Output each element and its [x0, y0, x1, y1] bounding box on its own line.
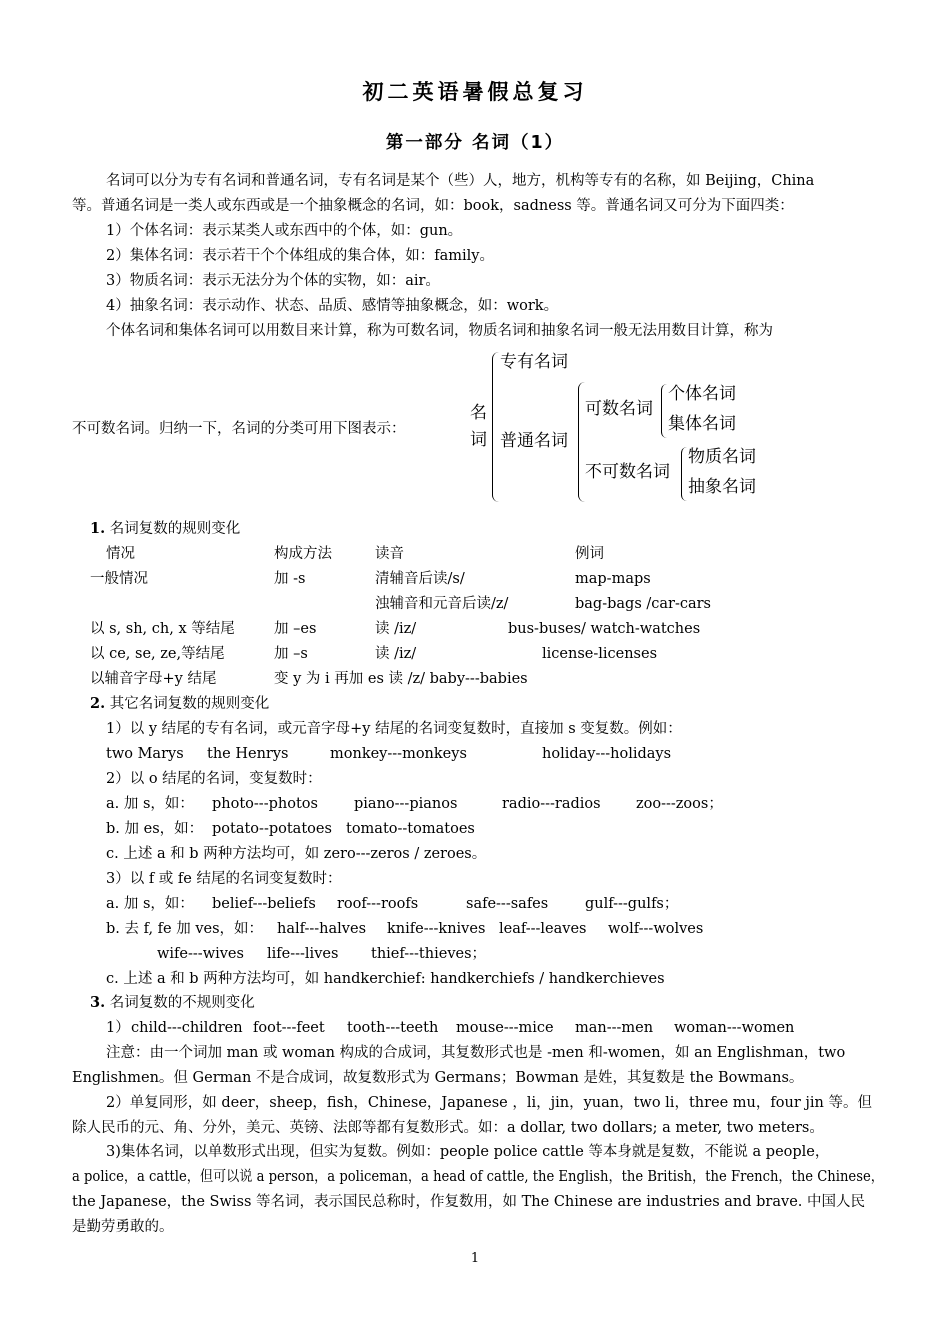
tree-node-abstract: 抽象名词 [688, 477, 756, 497]
tree-node-common: 普通名词 [500, 431, 568, 451]
table-cell: 变 y 为 i 再加 es 读 /z/ baby---babies [274, 671, 528, 687]
example-word: half---halves [277, 921, 367, 937]
example-word: two Marys [106, 746, 184, 762]
section-heading-text: 名词复数的不规则变化 [109, 995, 255, 1011]
example-word: roof---roofs [337, 896, 419, 912]
example-word: the Henrys [207, 746, 289, 762]
table-cell: 浊辅音和元音后读/z/ [375, 596, 509, 612]
tree-node-material: 物质名词 [688, 447, 756, 467]
example-word: gulf---gulfs； [585, 896, 679, 912]
tree-node-individual: 个体名词 [668, 384, 736, 404]
table-header: 情况 [106, 546, 135, 562]
section-number: 1. [90, 520, 106, 537]
example-word: knife---knives [387, 921, 486, 937]
rule-line: 2）以 o 结尾的名词，变复数时： [106, 771, 322, 787]
example-word: foot---feet [253, 1020, 325, 1036]
rule-line: 2）单复同形，如 deer，sheep，fish，Chinese，Japanese ，li，jin，yuan，two li，three mu，four jin 等。但 [106, 1095, 872, 1111]
table-cell: 加 –s [274, 646, 308, 662]
tree-node-countable: 可数名词 [585, 399, 653, 419]
rule-label: b. 去 f, fe 加 ves，如： [106, 921, 264, 937]
example-word: man---men [575, 1020, 654, 1036]
example-word: mouse---mice [456, 1020, 554, 1036]
rule-line: the Japanese，the Swiss 等名词，表示国民总称时，作复数用，如 The Chinese are industries and brave. 中国人民 [72, 1194, 865, 1210]
table-header: 例词 [575, 546, 604, 562]
section-heading [90, 695, 269, 713]
rule-line: 3)集体名词，以单数形式出现，但实为复数。例如：people police cattle 等本身就是复数，不能说 a people， [106, 1144, 830, 1160]
rule-label: a. 加 s，如： [106, 796, 194, 812]
section-number: 3. [90, 994, 106, 1011]
example-word: wolf---wolves [608, 921, 704, 937]
tree-node-uncountable: 不可数名词 [585, 462, 670, 482]
example-word: thief---thieves； [371, 946, 487, 962]
example-word: safe---safes [466, 896, 549, 912]
category-line: 4）抽象名词：表示动作、状态、品质、感情等抽象概念，如：work。 [106, 298, 559, 314]
example-word: potato--potatoes [212, 821, 332, 837]
table-cell: license-licenses [542, 646, 658, 662]
intro-para-line: 等。普通名词是一类人或东西或是一个抽象概念的名词，如：book，sadness 等。普通名词又可分为下面四类： [72, 198, 794, 214]
category-line: 2）集体名词：表示若干个个体组成的集合体，如：family。 [106, 248, 494, 264]
example-word: tomato--tomatoes [346, 821, 475, 837]
rule-line: a police，a cattle，但可以说 a person，a policeman，a head of cattle, the English，the British，the French，the Chinese， [72, 1169, 884, 1185]
table-cell: 以辅音字母+y 结尾 [90, 671, 217, 687]
section-number: 2. [90, 695, 106, 712]
example-word: woman---women [674, 1020, 795, 1036]
tree-brace [578, 382, 585, 502]
table-cell: bus-buses/ watch-watches [508, 621, 701, 637]
example-word: leaf---leaves [499, 921, 587, 937]
table-cell: 以 ce, se, ze,等结尾 [90, 646, 225, 662]
table-cell: bag-bags /car-cars [575, 596, 711, 612]
table-cell: 读 /iz/ [375, 646, 417, 662]
example-word: belief---beliefs [212, 896, 316, 912]
example-word: tooth---teeth [347, 1020, 439, 1036]
rule-line: 除人民币的元、角、分外，美元、英镑、法郎等都有复数形式。如：a dollar, two dollars; a meter, two meters。 [72, 1120, 824, 1136]
note-line: Englishmen。但 German 不是合成词，故复数形式为 Germans；Bowman 是姓，其复数是 the Bowmans。 [72, 1070, 804, 1086]
intro-para-line: 不可数名词。归纳一下，名词的分类可用下图表示： [72, 421, 406, 437]
section-title: 第一部分 名词（1） [385, 133, 565, 153]
example-word: piano---pianos [354, 796, 458, 812]
table-header: 构成方法 [274, 546, 332, 562]
example-word: wife---wives [157, 946, 244, 962]
tree-root: 名词 [470, 403, 487, 450]
rule-label: 1） [106, 1020, 130, 1036]
rule-line: 1）以 y 结尾的专有名词，或元音字母+y 结尾的名词变复数时，直接加 s 变复数。例如： [106, 721, 682, 737]
example-word: life---lives [267, 946, 339, 962]
table-cell: 加 –es [274, 621, 317, 637]
table-cell: 一般情况 [90, 571, 148, 587]
tree-brace [492, 352, 499, 502]
page-title: 初二英语暑假总复习 [362, 80, 588, 104]
page-number: 1 [470, 1251, 480, 1266]
example-word: photo---photos [212, 796, 318, 812]
example-word: monkey---monkeys [330, 746, 467, 762]
note-line: 注意：由一个词加 man 或 woman 构成的合成词，其复数形式也是 -men 和-women，如 an Englishman，two [106, 1045, 846, 1061]
tree-node-collective: 集体名词 [668, 414, 736, 434]
rule-line: c. 上述 a 和 b 两种方法均可，如 zero---zeros / zeroes。 [106, 846, 487, 862]
section-heading-text: 其它名词复数的规则变化 [109, 696, 270, 712]
section-heading [90, 994, 255, 1012]
table-cell: 读 /iz/ [375, 621, 417, 637]
rule-line: c. 上述 a 和 b 两种方法均可，如 handkerchief: handkerchiefs / handkerchieves [106, 971, 665, 987]
example-word: holiday---holidays [542, 746, 672, 762]
table-cell: 清辅音后读/s/ [375, 571, 465, 587]
example-word: child---children [131, 1020, 243, 1036]
intro-para-line: 名词可以分为专有名词和普通名词，专有名词是某个（些）人，地方，机构等专有的名称，如 Beijing，China [106, 173, 815, 189]
rule-label: a. 加 s，如： [106, 896, 194, 912]
section-heading [90, 520, 240, 538]
tree-brace [681, 447, 687, 501]
category-line: 1）个体名词：表示某类人或东西中的个体，如：gun。 [106, 223, 463, 239]
rule-label: b. 加 es，如： [106, 821, 204, 837]
example-word: zoo---zoos； [636, 796, 723, 812]
rule-line: 3）以 f 或 fe 结尾的名词变复数时： [106, 871, 342, 887]
intro-para-line: 个体名词和集体名词可以用数目来计算，称为可数名词，物质名词和抽象名词一般无法用数目计算，称为 [106, 323, 773, 339]
tree-node-proper: 专有名词 [500, 352, 568, 372]
table-cell: 加 -s [274, 571, 306, 587]
table-cell: 以 s, sh, ch, x 等结尾 [90, 621, 235, 637]
section-heading-text: 名词复数的规则变化 [109, 521, 241, 537]
example-word: radio---radios [502, 796, 601, 812]
table-header: 读音 [375, 546, 404, 562]
table-cell: map-maps [575, 571, 651, 587]
category-line: 3）物质名词：表示无法分为个体的实物，如：air。 [106, 273, 440, 289]
tree-brace [661, 384, 667, 438]
rule-line: 是勤劳勇敢的。 [72, 1219, 174, 1235]
